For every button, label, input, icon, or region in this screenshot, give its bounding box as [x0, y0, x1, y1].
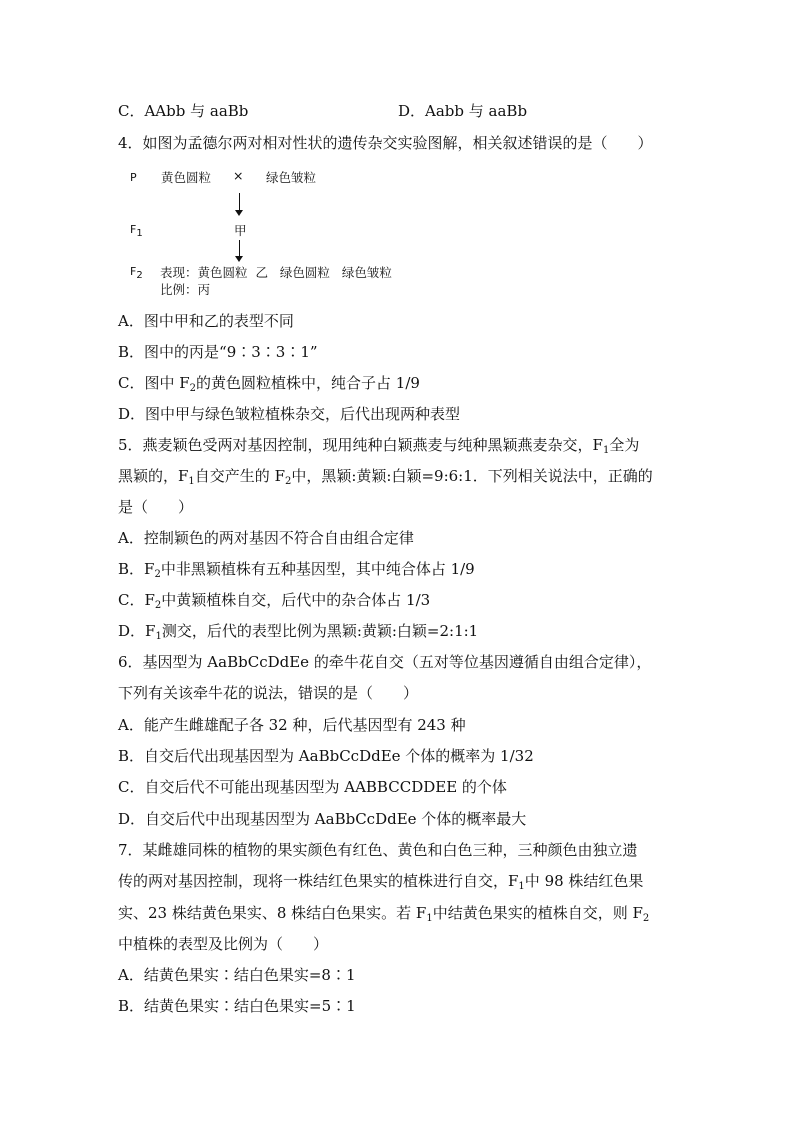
q6-stem-line2: 下列有关该牵牛花的说法，错误的是（ ） — [118, 684, 419, 702]
q3-option-d: D．Aabb 与 aaBb — [398, 102, 528, 120]
q5-option-d: D．$F_1$测交，后代的表型比例为黑颖:黄颖:白颖=2:1:1 — [118, 622, 479, 642]
q6-option-a: A．能产生雌雄配子各 32 种，后代基因型有 243 种 — [118, 716, 466, 734]
diagram-p-label: P — [130, 171, 137, 184]
diagram-f2-phenotypes: 表现：黄色圆粒 乙 绿色圆粒 绿色皱粒 — [160, 265, 392, 280]
diagram-cross-symbol: × — [233, 168, 244, 183]
q4-option-d: D．图中甲与绿色皱粒植株杂交，后代出现两种表型 — [118, 405, 461, 423]
q4-stem: 4．如图为孟德尔两对相对性状的遗传杂交实验图解，相关叙述错误的是（ ） — [118, 134, 653, 152]
q5-option-b: B．$F_2$中非黑颖植株有五种基因型，其中纯合体占 1/9 — [118, 560, 475, 580]
q4-option-a: A．图中甲和乙的表型不同 — [118, 312, 294, 330]
q5-stem-line1: 5．燕麦颖色受两对基因控制，现用纯种白颖燕麦与纯种黑颖燕麦杂交，$F_1$全为 — [118, 436, 640, 456]
q6-option-b: B．自交后代出现基因型为 AaBbCcDdEe 个体的概率为 1/32 — [118, 747, 534, 765]
q7-stem-line3: 实、23 株结黄色果实、8 株结白色果实。若 $F_1$中结黄色果实的植株自交，则 $F_2$ — [118, 904, 650, 924]
q5-stem-line2: 黑颖的，$F_1$自交产生的 $F_2$中，黑颖:黄颖:白颖=9:6:1．下列相关说法中，正确的 — [118, 467, 653, 487]
diagram-parent1: 黄色圆粒 — [161, 170, 212, 185]
q7-option-b: B．结黄色果实∶结白色果实=5∶1 — [118, 997, 356, 1015]
diagram-f1-label: $F_1$ — [130, 223, 143, 239]
q5-stem-line3: 是（ ） — [118, 498, 194, 516]
down-arrow-icon — [239, 193, 240, 211]
q4-option-c: C．图中 $F_2$的黄色圆粒植株中，纯合子占 1/9 — [118, 374, 420, 394]
diagram-parent2: 绿色皱粒 — [266, 170, 317, 185]
diagram-f1-value: 甲 — [234, 223, 247, 238]
q7-stem-line4: 中植株的表型及比例为（ ） — [118, 935, 329, 953]
q6-option-c: C．自交后代不可能出现基因型为 AABBCCDDEE 的个体 — [118, 778, 507, 796]
q4-option-b: B．图中的丙是“9∶3∶3∶1” — [118, 343, 318, 361]
q5-option-c: C．$F_2$中黄颖植株自交，后代中的杂合体占 1/3 — [118, 591, 431, 611]
q6-stem-line1: 6．基因型为 AaBbCcDdEe 的牵牛花自交（五对等位基因遵循自由组合定律）， — [118, 653, 652, 671]
q7-option-a: A．结黄色果实∶结白色果实=8∶1 — [118, 966, 356, 984]
diagram-f2-ratio: 比例：丙 — [160, 282, 211, 297]
q7-stem-line1: 7．某雌雄同株的植物的果实颜色有红色、黄色和白色三种，三种颜色由独立遗 — [118, 841, 638, 859]
q5-option-a: A．控制颖色的两对基因不符合自由组合定律 — [118, 529, 414, 547]
q6-option-d: D．自交后代中出现基因型为 AaBbCcDdEe 个体的概率最大 — [118, 810, 527, 828]
down-arrow-icon — [239, 240, 240, 257]
diagram-f2-label: $F_2$ — [130, 265, 143, 281]
q3-option-c: C．AAbb 与 aaBb — [118, 102, 249, 120]
q7-stem-line2: 传的两对基因控制，现将一株结红色果实的植株进行自交，$F_1$中 98 株结红色果 — [118, 872, 644, 892]
